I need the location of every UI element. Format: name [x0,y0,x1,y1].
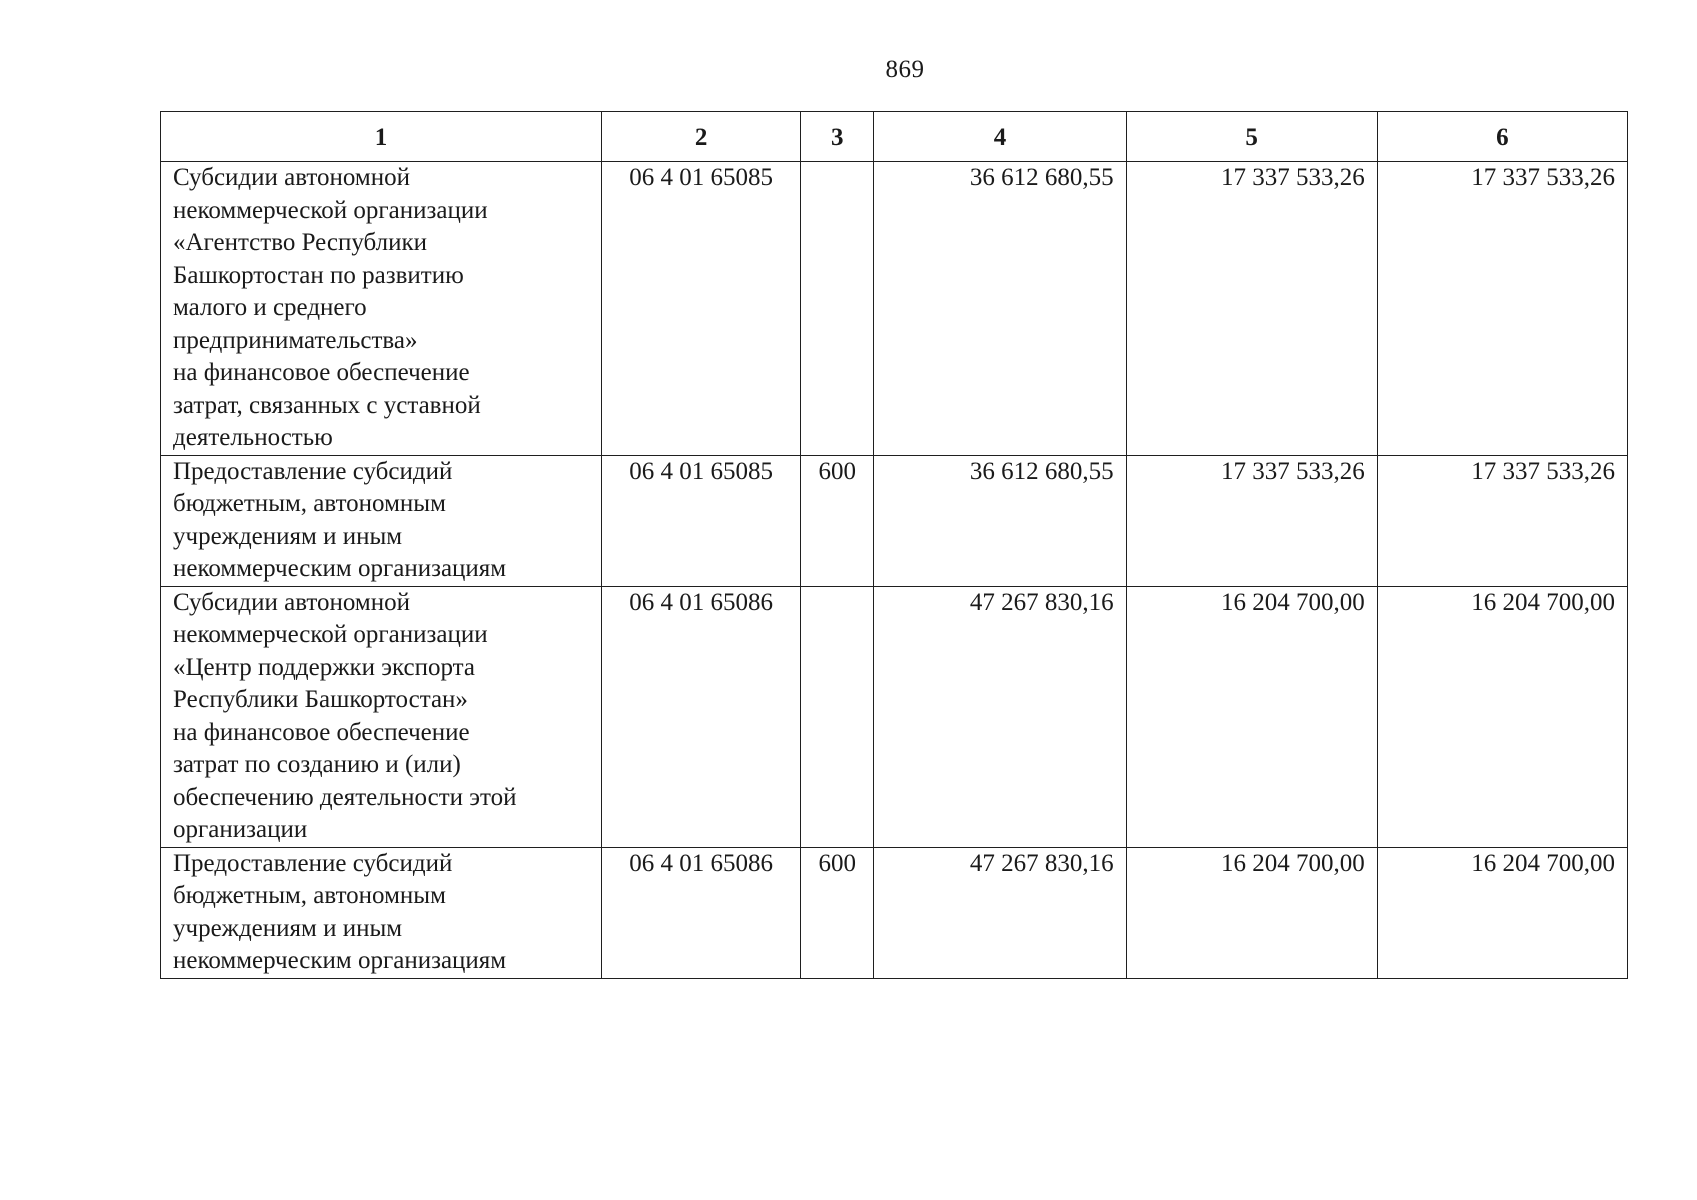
description-line: затрат по созданию и (или) [173,751,461,778]
row-description [161,847,602,978]
description-line: Предоставление субсидий [173,457,453,485]
row-amount-col4: 36 612 680,55 [874,455,1126,586]
row-amount-col6: 17 337 533,26 [1377,162,1627,456]
description-line: некоммерческой организации [173,621,488,648]
table-row [161,847,1628,978]
row-code: 06 4 01 65085 [602,455,801,586]
row-expense-type: 600 [801,455,874,586]
description-line: Предоставление субсидий [173,849,453,877]
column-header-4: 4 [874,112,1126,162]
description-line: предпринимательства» [173,326,418,354]
row-amount-col5: 17 337 533,26 [1126,162,1377,456]
description-line: учреждениям и иным [173,914,403,942]
description-line: Башкортостан по развитию [173,261,464,289]
table-row [161,162,1628,456]
table-row [161,586,1628,847]
row-amount-col4: 47 267 830,16 [874,586,1126,847]
row-amount-col6: 16 204 700,00 [1377,847,1627,978]
description-line: на финансовое обеспечение [173,359,470,386]
description-line: бюджетным, автономным [173,882,446,909]
row-description [161,586,602,847]
row-amount-col5: 16 204 700,00 [1126,847,1377,978]
description-line: малого и среднего [173,294,367,321]
budget-table [160,111,1628,979]
row-amount-col5: 16 204 700,00 [1126,586,1377,847]
row-amount-col5: 17 337 533,26 [1126,455,1377,586]
description-line: некоммерческим организациям [173,947,507,974]
description-line: затрат, связанных с уставной [173,391,481,419]
column-header-6: 6 [1377,112,1627,162]
row-amount-col4: 47 267 830,16 [874,847,1126,978]
description-line: учреждениям и иным [173,522,403,550]
row-code: 06 4 01 65085 [602,162,801,456]
page-number: 869 [885,56,925,83]
row-code: 06 4 01 65086 [602,586,801,847]
row-expense-type [801,586,874,847]
column-header-1: 1 [161,112,602,162]
description-line: Республики Башкортостан» [173,686,468,713]
row-description [161,455,602,586]
description-line: бюджетным, автономным [173,490,446,517]
description-line: деятельностью [173,424,333,451]
description-line: Субсидии автономной [173,164,410,191]
table-row [161,455,1628,586]
description-line: организации [173,816,308,843]
table-header-row [161,112,1628,162]
row-amount-col6: 16 204 700,00 [1377,586,1627,847]
description-line: Субсидии автономной [173,588,410,616]
description-line: некоммерческим организациям [173,555,507,582]
description-line: некоммерческой организации [173,196,488,224]
row-expense-type: 600 [801,847,874,978]
row-description [161,162,602,456]
row-amount-col4: 36 612 680,55 [874,162,1126,456]
description-line: обеспечению деятельности этой [173,783,517,811]
description-line: «Центр поддержки экспорта [173,653,475,681]
column-header-3: 3 [801,112,874,162]
description-line: «Агентство Республики [173,229,428,256]
row-expense-type [801,162,874,456]
column-header-2: 2 [602,112,801,162]
description-line: на финансовое обеспечение [173,718,470,746]
column-header-5: 5 [1126,112,1377,162]
row-amount-col6: 17 337 533,26 [1377,455,1627,586]
row-code: 06 4 01 65086 [602,847,801,978]
